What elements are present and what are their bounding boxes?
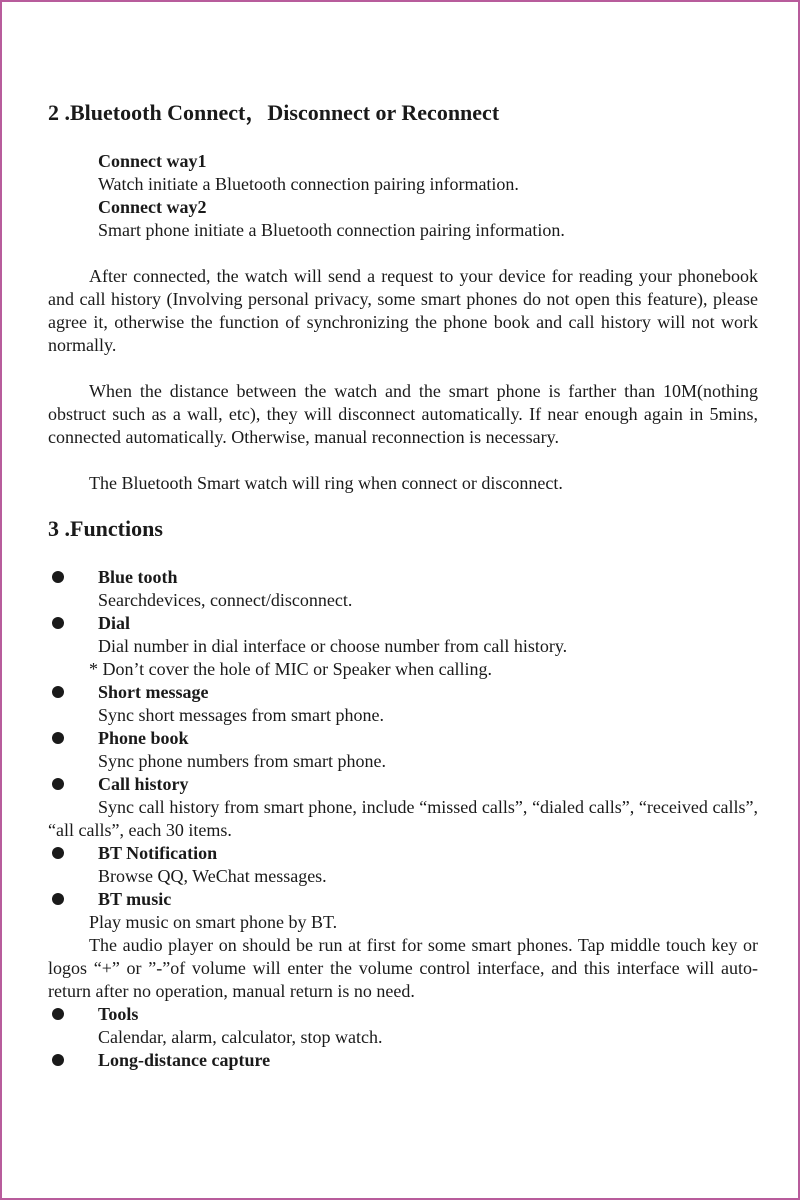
item-text: Sync call history from smart phone, include “missed calls”, “dialed calls”, “received calls”, “all calls”, each 30 items.: [48, 797, 758, 840]
list-item: [48, 773, 758, 796]
list-item: [48, 888, 758, 911]
list-item: [48, 1049, 758, 1072]
item-label: BT music: [98, 889, 172, 909]
item-text: Searchdevices, connect/disconnect.: [98, 590, 353, 610]
bullet-icon: [52, 847, 64, 859]
list-item: [48, 612, 758, 635]
connect-way1-label: Connect way1: [98, 151, 207, 171]
list-item: [48, 842, 758, 865]
bullet-icon: [52, 778, 64, 790]
item-note: * Don’t cover the hole of MIC or Speaker when calling.: [89, 659, 493, 679]
list-item: [48, 681, 758, 704]
item-label: Long-distance capture: [98, 1050, 271, 1070]
connect-way2-text: Smart phone initiate a Bluetooth connection pairing information.: [98, 220, 565, 240]
page-content: [48, 98, 758, 1072]
item-label: Call history: [98, 774, 189, 794]
paragraph-ring: The Bluetooth Smart watch will ring when connect or disconnect.: [89, 473, 563, 493]
bullet-icon: [52, 617, 64, 629]
item-label: BT Notification: [98, 843, 218, 863]
connect-way2-label: Connect way2: [98, 197, 207, 217]
connect-way1-text: Watch initiate a Bluetooth connection pairing information.: [98, 174, 519, 194]
item-label: Dial: [98, 613, 131, 633]
item-text: Play music on smart phone by BT.: [89, 912, 338, 932]
item-label: Tools: [98, 1004, 139, 1024]
bullet-icon: [52, 732, 64, 744]
item-text: Sync phone numbers from smart phone.: [98, 751, 386, 771]
bullet-icon: [52, 686, 64, 698]
section-3-title: 3 .Functions: [48, 516, 163, 541]
list-item: [48, 566, 758, 589]
bullet-icon: [52, 1008, 64, 1020]
list-item: [48, 1003, 758, 1026]
item-label: Short message: [98, 682, 209, 702]
paragraph-after-connected: After connected, the watch will send a request to your device for reading your phonebook and call history (Involving personal privacy, some smart phones do not open this feature), please agree it, otherwise the function of synchronizing the phone book and call history will not work normally.: [48, 266, 758, 355]
item-extra: The audio player on should be run at first for some smart phones. Tap middle touch key or logos “+” or ”-”of volume will enter the volume control interface, and this interface will auto-return after no operation, manual return is no need.: [48, 935, 758, 1001]
functions-list: [48, 566, 758, 1072]
paragraph-distance: When the distance between the watch and the smart phone is farther than 10M(nothing obstruct such as a wall, etc), they will disconnect automatically. If near enough again in 5mins, connected automatically. Otherwise, manual reconnection is necessary.: [48, 381, 758, 447]
section-2-title: 2 .Bluetooth Connect，Disconnect or Reconnect: [48, 100, 500, 125]
item-text: Dial number in dial interface or choose number from call history.: [98, 636, 568, 656]
bullet-icon: [52, 571, 64, 583]
item-text: Calendar, alarm, calculator, stop watch.: [98, 1027, 383, 1047]
list-item: [48, 727, 758, 750]
item-label: Blue tooth: [98, 567, 178, 587]
bullet-icon: [52, 893, 64, 905]
item-text: Sync short messages from smart phone.: [98, 705, 384, 725]
bullet-icon: [52, 1054, 64, 1066]
item-text: Browse QQ, WeChat messages.: [98, 866, 327, 886]
item-label: Phone book: [98, 728, 189, 748]
connect-ways: [48, 150, 758, 242]
